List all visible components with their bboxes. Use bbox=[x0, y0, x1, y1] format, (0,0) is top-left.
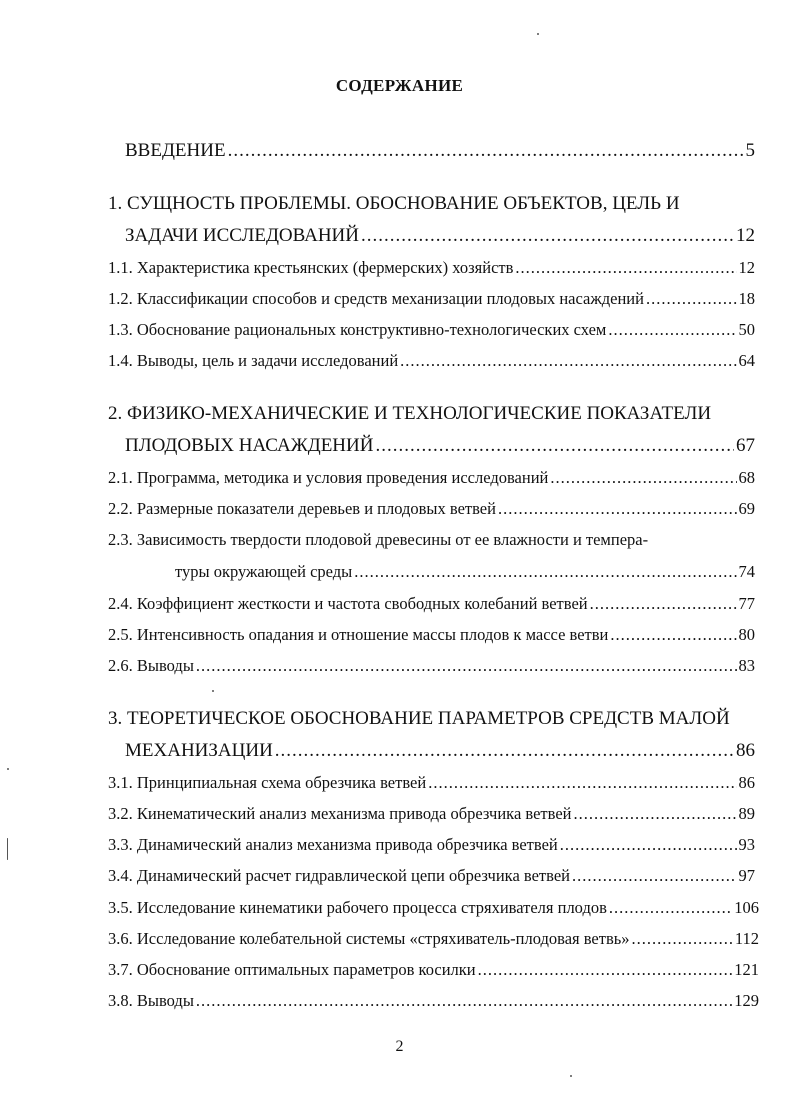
dot-leader bbox=[196, 991, 732, 1011]
toc-page: 86 bbox=[736, 740, 755, 761]
dot-leader bbox=[573, 804, 736, 824]
toc-page: 106 bbox=[734, 898, 759, 917]
toc-entry-2-3-line1: 2.3. Зависимость твердости плодовой древесины от ее влажности и темпера- bbox=[108, 530, 649, 549]
toc-page: 74 bbox=[738, 562, 755, 581]
dot-leader bbox=[400, 351, 736, 371]
dot-leader bbox=[550, 468, 736, 488]
chapter-2-heading: 2. ФИЗИКО-МЕХАНИЧЕСКИЕ И ТЕХНОЛОГИЧЕСКИЕ ПОКАЗАТЕЛИ bbox=[108, 403, 712, 424]
dot-leader bbox=[354, 562, 736, 582]
toc-entry-2-2[interactable] bbox=[108, 499, 755, 519]
scan-speck bbox=[7, 768, 9, 770]
toc-label: 3.6. Исследование колебательной системы «стряхиватель-плодовая ветвь» bbox=[108, 929, 630, 948]
toc-page: 86 bbox=[738, 773, 755, 792]
scan-speck bbox=[537, 33, 539, 35]
toc-label: 1.2. Классификации способов и средств механизации плодовых насаждений bbox=[108, 289, 644, 308]
dot-leader bbox=[515, 258, 736, 278]
toc-label: 3.7. Обоснование оптимальных параметров косилки bbox=[108, 960, 476, 979]
toc-entry-1-4[interactable] bbox=[108, 351, 755, 371]
toc-entry-3-4[interactable] bbox=[108, 866, 755, 886]
toc-entry-chapter-1[interactable] bbox=[125, 225, 755, 247]
dot-leader bbox=[498, 499, 737, 519]
toc-label: 3.8. Выводы bbox=[108, 991, 194, 1010]
toc-page: 80 bbox=[738, 625, 755, 644]
toc-entry-2-1[interactable] bbox=[108, 468, 755, 488]
toc-entry-2-5[interactable] bbox=[108, 625, 755, 645]
scan-speck bbox=[7, 838, 8, 860]
toc-label: 3.5. Исследование кинематики рабочего процесса стряхивателя плодов bbox=[108, 898, 607, 917]
dot-leader bbox=[646, 289, 737, 309]
toc-entry-3-6[interactable] bbox=[108, 929, 759, 949]
toc-entry-2-4[interactable] bbox=[108, 594, 755, 614]
toc-label: 1.1. Характеристика крестьянских (фермерских) хозяйств bbox=[108, 258, 514, 277]
toc-page: 121 bbox=[734, 960, 759, 979]
toc-label: ПЛОДОВЫХ НАСАЖДЕНИЙ bbox=[125, 435, 374, 456]
toc-page: 64 bbox=[738, 351, 755, 370]
dot-leader bbox=[572, 866, 737, 886]
toc-entry-3-1[interactable] bbox=[108, 773, 755, 793]
dot-leader bbox=[608, 320, 736, 340]
toc-page: 18 bbox=[738, 289, 755, 308]
toc-label: 3.3. Динамический анализ механизма привода обрезчика ветвей bbox=[108, 835, 558, 854]
toc-page: 97 bbox=[738, 866, 755, 885]
toc-entry-2-6[interactable] bbox=[108, 656, 755, 676]
dot-leader bbox=[609, 898, 732, 918]
page-number: 2 bbox=[395, 1038, 404, 1055]
toc-page: 5 bbox=[745, 140, 755, 161]
toc-label: ВВЕДЕНИЕ bbox=[125, 140, 226, 161]
toc-page: 67 bbox=[736, 435, 755, 456]
toc-page: 69 bbox=[738, 499, 755, 518]
toc-label: 2.1. Программа, методика и условия проведения исследований bbox=[108, 468, 549, 487]
toc-page: 77 bbox=[738, 594, 755, 613]
toc-label: 2.5. Интенсивность опадания и отношение массы плодов к массе ветви bbox=[108, 625, 609, 644]
toc-label: ЗАДАЧИ ИССЛЕДОВАНИЙ bbox=[125, 225, 359, 246]
dot-leader bbox=[228, 140, 744, 162]
toc-entry-1-2[interactable] bbox=[108, 289, 755, 309]
dot-leader bbox=[361, 225, 734, 247]
toc-label: 2.6. Выводы bbox=[108, 656, 194, 675]
toc-label: 3.1. Принципиальная схема обрезчика ветвей bbox=[108, 773, 427, 792]
toc-entry-3-7[interactable] bbox=[108, 960, 759, 980]
toc-page: 129 bbox=[734, 991, 759, 1010]
chapter-3-heading: 3. ТЕОРЕТИЧЕСКОЕ ОБОСНОВАНИЕ ПАРАМЕТРОВ СРЕДСТВ МАЛОЙ bbox=[108, 708, 730, 729]
dot-leader bbox=[590, 594, 737, 614]
dot-leader bbox=[196, 656, 737, 676]
dot-leader bbox=[375, 435, 734, 457]
dot-leader bbox=[428, 773, 736, 793]
toc-entry-chapter-2[interactable] bbox=[125, 435, 755, 457]
toc-label: 2.4. Коэффициент жесткости и частота свободных колебаний ветвей bbox=[108, 594, 588, 613]
page-title: СОДЕРЖАНИЕ bbox=[335, 76, 464, 95]
toc-page: 50 bbox=[738, 320, 755, 339]
toc-page: 89 bbox=[738, 804, 755, 823]
chapter-1-heading: 1. СУЩНОСТЬ ПРОБЛЕМЫ. ОБОСНОВАНИЕ ОБЪЕКТОВ, ЦЕЛЬ И bbox=[108, 193, 680, 214]
toc-page: 93 bbox=[738, 835, 755, 854]
dot-leader bbox=[610, 625, 736, 645]
toc-entry-2-3[interactable] bbox=[175, 562, 755, 582]
toc-page: 12 bbox=[736, 225, 755, 246]
scan-speck bbox=[212, 690, 214, 692]
toc-page: 83 bbox=[738, 656, 755, 675]
toc-page: 12 bbox=[738, 258, 755, 277]
toc-label: 3.4. Динамический расчет гидравлической цепи обрезчика ветвей bbox=[108, 866, 570, 885]
toc-entry-3-3[interactable] bbox=[108, 835, 755, 855]
toc-label: туры окружающей среды bbox=[175, 562, 353, 581]
toc-page: 68 bbox=[738, 468, 755, 487]
toc-label: 1.4. Выводы, цель и задачи исследований bbox=[108, 351, 399, 370]
toc-entry-3-2[interactable] bbox=[108, 804, 755, 824]
toc-page: 112 bbox=[734, 929, 759, 948]
dot-leader bbox=[632, 929, 733, 949]
dot-leader bbox=[275, 740, 734, 762]
dot-leader bbox=[560, 835, 737, 855]
toc-label: МЕХАНИЗАЦИИ bbox=[125, 740, 273, 761]
toc-entry-intro[interactable] bbox=[125, 140, 755, 162]
toc-entry-chapter-3[interactable] bbox=[125, 740, 755, 762]
toc-entry-3-5[interactable] bbox=[108, 898, 759, 918]
toc-entry-1-1[interactable] bbox=[108, 258, 755, 278]
scan-speck bbox=[570, 1075, 572, 1077]
dot-leader bbox=[478, 960, 733, 980]
toc-label: 2.2. Размерные показатели деревьев и плодовых ветвей bbox=[108, 499, 496, 518]
toc-label: 1.3. Обоснование рациональных конструктивно-технологических схем bbox=[108, 320, 607, 339]
toc-entry-1-3[interactable] bbox=[108, 320, 755, 340]
toc-label: 3.2. Кинематический анализ механизма привода обрезчика ветвей bbox=[108, 804, 572, 823]
toc-entry-3-8[interactable] bbox=[108, 991, 759, 1011]
